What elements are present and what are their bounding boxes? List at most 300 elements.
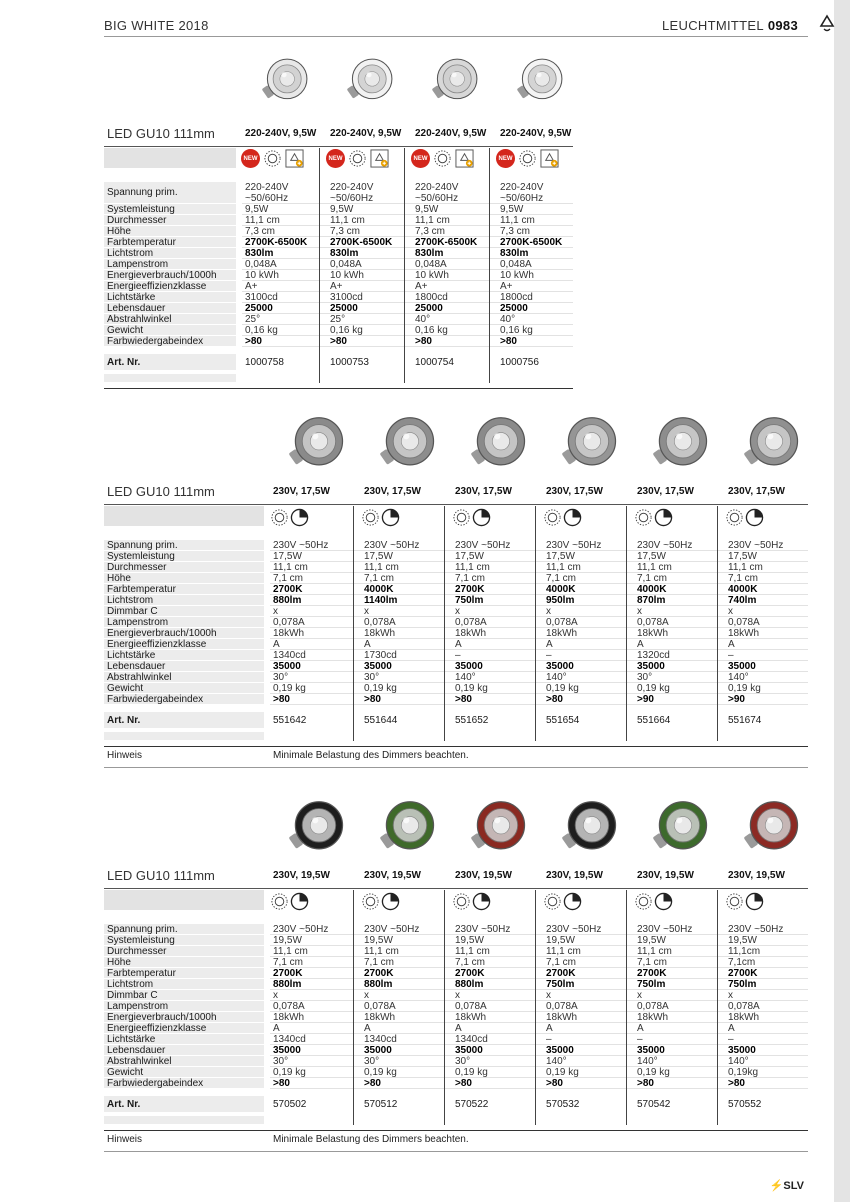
art-number: 570552 [728,1099,762,1110]
spec-value: 7,1cm [728,957,756,968]
dimmer-c-icon [381,892,400,911]
spec-value: 18kWh [364,628,396,639]
spec-value: 11,1 cm [637,562,672,573]
bulb-image [738,798,800,860]
spec-label: Dimmbar C [107,606,158,617]
spec-label: Lebensdauer [107,661,166,672]
art-number: 551644 [364,715,398,726]
spec-value: 35000 [637,661,665,672]
spec-value: 11,1 cm [500,215,535,226]
spec-value: 11,1 cm [415,215,450,226]
spec-value: 1340cd [364,1034,397,1045]
spec-label: Durchmesser [107,562,167,573]
bulb-image [512,56,564,108]
spec-value: 750lm [728,979,757,990]
voltage-header: 220-240V, 9,5W [415,128,487,139]
spec-value: >80 [415,336,432,347]
spec-value: 1320cd [637,650,670,661]
spec-value: x [637,990,642,1001]
side-strip [834,0,850,1202]
spec-value: 19,5W [546,935,575,946]
dim-icon [348,149,367,168]
spec-value: >80 [273,694,290,705]
spec-value: 40° [415,314,431,325]
dim-icon [452,892,471,911]
spec-label: Lebensdauer [107,1045,166,1056]
spec-value: 4000K [637,584,667,595]
spec-value: 18kWh [364,1012,396,1023]
spec-value: 230V ~50Hz [364,540,420,551]
spec-value: 1140lm [364,595,398,606]
spec-value: 230V ~50Hz [637,540,693,551]
dim-icon [452,508,471,527]
spec-value: 7,1 cm [637,957,668,968]
spec-value: 18kWh [273,1012,305,1023]
spec-value: 35000 [455,661,483,672]
bulb-image [342,56,394,108]
spec-value: 140° [728,1056,749,1067]
spec-value: 230V ~50Hz [364,924,420,935]
spec-value: 2700K-6500K [500,237,563,248]
art-number: 551642 [273,715,307,726]
bulb-image [465,414,527,476]
section-title: LED GU10 111mm [107,126,215,141]
art-number: 551664 [637,715,671,726]
spec-value: 11,1 cm [364,946,399,957]
voltage-header: 230V, 17,5W [273,486,330,497]
spec-value: – [546,650,552,661]
spec-value: 25000 [245,303,273,314]
spec-value: 7,1 cm [364,957,395,968]
spec-label: Lampenstrom [107,1001,169,1012]
spec-value: >80 [728,1078,745,1089]
spec-label: Lichtstrom [107,979,154,990]
spec-value: 230V ~50Hz [728,924,784,935]
spec-value: 0,048A [415,259,447,270]
spec-label: Durchmesser [107,215,167,226]
table-top-rule [104,504,808,505]
dim-icon [361,508,380,527]
spec-value: >80 [637,1078,654,1089]
bulb-image [647,414,709,476]
spec-value: 0,078A [546,617,578,628]
spec-value: 2700K [364,968,394,979]
spec-label: Lebensdauer [107,303,166,314]
spec-label: Gewicht [107,1067,144,1078]
spec-value: 7,1 cm [364,573,395,584]
spec-value: 4000K [364,584,394,595]
dimmer-c-icon [654,508,673,527]
bulb-image [427,56,479,108]
dimmer-c-icon [472,892,491,911]
spec-value: x [455,990,460,1001]
dimmer-c-icon [563,892,582,911]
dim-icon [270,892,289,911]
spec-value: x [546,606,551,617]
art-nr-label: Art. Nr. [107,1099,141,1110]
spec-value: 230V ~50Hz [546,540,602,551]
spec-value: 35000 [728,661,756,672]
spec-value: 830lm [245,248,274,259]
bulb-image [283,798,345,860]
dim-icon [543,508,562,527]
spec-value: >80 [245,336,262,347]
dim-icon [543,892,562,911]
spec-value: 1800cd [500,292,533,303]
spec-value: 230V ~50Hz [455,540,511,551]
spec-value: A [546,639,553,650]
bulb-image [556,414,618,476]
spec-value: A [728,639,735,650]
spec-value: 11,1cm [728,946,761,957]
spec-value: A [455,639,462,650]
spec-value: 11,1 cm [637,946,672,957]
spec-value: 19,5W [728,935,757,946]
spec-value: 7,1 cm [273,957,304,968]
column-separator [353,506,354,741]
dim-icon [518,149,537,168]
spec-label: Lichtstrom [107,595,154,606]
spec-label: Abstrahlwinkel [107,672,172,683]
lamp-plus-icon [455,149,474,168]
voltage-header: 230V, 19,5W [546,870,603,881]
spec-value: 18kWh [455,1012,487,1023]
spec-value: 18kWh [546,628,578,639]
dim-icon [634,508,653,527]
spec-value: 25000 [330,303,358,314]
spec-value: A+ [245,281,258,292]
spec-label: Höhe [107,573,131,584]
table-bottom-rule [104,388,573,389]
spec-value: 10 kWh [500,270,534,281]
spec-value: 3100cd [330,292,363,303]
spec-label: Energieverbrauch/1000h [107,628,217,639]
spec-label: Energieverbrauch/1000h [107,270,217,281]
spec-value: 220-240V ~50/60Hz [500,182,544,204]
spec-value: 11,1 cm [273,946,308,957]
column-separator [444,890,445,1125]
spec-value: >80 [455,1078,472,1089]
spec-label: Energieeffizienzklasse [107,639,207,650]
spec-value: 30° [637,672,653,683]
spec-value: 0,19kg [728,1067,759,1078]
spec-value: 11,1 cm [546,562,581,573]
spec-value: A [364,639,371,650]
spec-value: x [273,606,278,617]
spec-value: 740lm [728,595,757,606]
spec-value: 7,3 cm [330,226,361,237]
spec-label: Gewicht [107,325,144,336]
spec-value: 35000 [273,1045,301,1056]
hint-label: Hinweis [107,1134,143,1145]
dim-icon [263,149,282,168]
hint-rule [104,767,808,768]
spec-label: Lichtstrom [107,248,154,259]
column-separator [489,148,490,383]
spec-label: Farbwiedergabeindex [107,1078,204,1089]
spec-value: A+ [415,281,428,292]
spec-label: Höhe [107,226,131,237]
dimmer-c-icon [654,892,673,911]
spec-value: 18kWh [455,628,487,639]
page-number: 0983 [767,18,798,33]
spec-value: 17,5W [728,551,757,562]
dimmer-c-icon [472,508,491,527]
spec-value: 9,5W [330,204,354,215]
bulb-image [257,56,309,108]
spec-value: x [637,606,642,617]
dim-icon [361,892,380,911]
bulb-image [556,798,618,860]
spec-value: 19,5W [364,935,393,946]
spec-value: x [455,606,460,617]
spec-value: 140° [546,1056,567,1067]
spec-value: 220-240V ~50/60Hz [245,182,289,204]
art-number: 551652 [455,715,489,726]
hint-text: Minimale Belastung des Dimmers beachten. [273,750,469,761]
table-bottom-rule [104,1130,808,1131]
spec-value: 35000 [637,1045,665,1056]
voltage-header: 230V, 17,5W [546,486,603,497]
spec-value: 17,5W [546,551,575,562]
dim-icon [725,508,744,527]
dimmer-c-icon [563,508,582,527]
spec-value: 11,1 cm [546,946,581,957]
spec-value: 35000 [273,661,301,672]
spec-value: 18kWh [637,1012,669,1023]
voltage-header: 230V, 17,5W [364,486,421,497]
spec-label: Lampenstrom [107,617,169,628]
spec-value: – [728,650,734,661]
voltage-header: 230V, 17,5W [637,486,694,497]
spec-value: 230V ~50Hz [637,924,693,935]
art-number: 570512 [364,1099,398,1110]
spec-value: 18kWh [637,628,669,639]
spec-value: 0,16 kg [415,325,448,336]
spec-value: 2700K [455,584,485,595]
art-number: 1000754 [415,357,454,368]
spec-value: 2700K [455,968,485,979]
spec-value: 0,078A [637,617,669,628]
spec-value: 830lm [330,248,359,259]
spec-value: 750lm [546,979,575,990]
spec-value: 870lm [637,595,666,606]
spec-label: Systemleistung [107,935,175,946]
icon-band [104,506,264,526]
spec-value: 18kWh [728,1012,760,1023]
spec-value: 7,1 cm [455,573,486,584]
spec-value: 220-240V ~50/60Hz [330,182,374,204]
spec-value: 40° [500,314,516,325]
art-number: 570502 [273,1099,307,1110]
spec-value: 0,078A [455,1001,487,1012]
spec-value: 0,19 kg [273,1067,306,1078]
spec-value: 11,1 cm [273,562,308,573]
spec-value: 0,078A [546,1001,578,1012]
dimmer-c-icon [290,508,309,527]
spec-value: 0,19 kg [637,683,670,694]
spec-value: 30° [273,672,289,683]
new-badge-icon [411,149,430,168]
spec-label: Abstrahlwinkel [107,314,172,325]
spec-value: 880lm [273,595,302,606]
spec-value: 1340cd [273,1034,306,1045]
spec-label: Systemleistung [107,551,175,562]
spec-value: 0,16 kg [500,325,533,336]
bulb-image [283,414,345,476]
spec-value: 0,16 kg [245,325,278,336]
spec-value: 9,5W [245,204,269,215]
spec-value: >80 [330,336,347,347]
spec-value: 0,048A [330,259,362,270]
spec-value: 230V ~50Hz [273,924,329,935]
spec-value: x [273,990,278,1001]
spec-value: >80 [500,336,517,347]
spec-value: 0,078A [273,1001,305,1012]
spec-value: 0,19 kg [455,1067,488,1078]
icon-band [104,148,236,168]
lamp-plus-icon [370,149,389,168]
bulb-image [374,414,436,476]
bulb-image [647,798,709,860]
spec-value: A [637,639,644,650]
art-number: 570532 [546,1099,580,1110]
spec-value: 10 kWh [245,270,279,281]
spec-value: 10 kWh [330,270,364,281]
icon-band [104,890,264,910]
spec-value: 0,078A [637,1001,669,1012]
spec-value: 220-240V ~50/60Hz [415,182,459,204]
spec-value: 140° [455,672,476,683]
spec-value: 0,078A [455,617,487,628]
dim-icon [433,149,452,168]
spec-value: A [273,639,280,650]
spec-value: A [546,1023,553,1034]
spec-value: 880lm [455,979,484,990]
spec-value: 830lm [500,248,529,259]
art-number: 570542 [637,1099,671,1110]
spec-value: 2700K-6500K [330,237,393,248]
spec-value: 230V ~50Hz [455,924,511,935]
spec-value: 0,048A [500,259,532,270]
spec-value: – [637,1034,643,1045]
section-name: LEUCHTMITTEL [662,18,764,33]
spec-label: Spannung prim. [107,540,178,551]
spec-value: 750lm [637,979,666,990]
column-separator [626,506,627,741]
spec-value: >90 [637,694,654,705]
new-badge-label: NEW [243,155,258,162]
spec-value: 17,5W [637,551,666,562]
spec-value: 30° [273,1056,289,1067]
row-rule [242,346,573,347]
trailing-band [104,374,236,382]
spec-value: 7,3 cm [245,226,276,237]
art-number: 551654 [546,715,580,726]
bulb-image [465,798,527,860]
spec-value: >80 [546,1078,563,1089]
spec-value: 35000 [364,1045,392,1056]
spec-value: 25° [330,314,346,325]
spec-value: x [728,990,733,1001]
spec-label: Lampenstrom [107,259,169,270]
spec-value: 11,1 cm [245,215,280,226]
spec-value: A [455,1023,462,1034]
spec-value: 7,1 cm [273,573,304,584]
spec-value: 0,078A [364,617,396,628]
spec-value: A [273,1023,280,1034]
lamp-plus-icon [285,149,304,168]
column-separator [535,506,536,741]
spec-value: 7,1 cm [546,573,577,584]
bulb-image [374,798,436,860]
dimmer-c-icon [745,508,764,527]
voltage-header: 230V, 17,5W [455,486,512,497]
voltage-header: 230V, 17,5W [728,486,785,497]
spec-value: 18kWh [546,1012,578,1023]
dim-icon [270,508,289,527]
hint-rule [104,1151,808,1152]
spec-value: 0,078A [728,1001,760,1012]
spec-value: 35000 [364,661,392,672]
spec-label: Lichtstärke [107,650,156,661]
spec-value: 880lm [273,979,302,990]
spec-value: 2700K [273,584,303,595]
spec-value: 19,5W [273,935,302,946]
table-top-rule [104,146,573,147]
spec-label: Lichtstärke [107,1034,156,1045]
dimmer-c-icon [745,892,764,911]
spec-value: A+ [330,281,343,292]
hint-text: Minimale Belastung des Dimmers beachten. [273,1134,469,1145]
new-badge-label: NEW [413,155,428,162]
spec-value: 140° [637,1056,658,1067]
spec-label: Farbtemperatur [107,968,176,979]
spec-label: Höhe [107,957,131,968]
spec-value: 9,5W [415,204,439,215]
spec-value: 2700K [546,968,576,979]
spec-value: 18kWh [728,628,760,639]
spec-value: 7,1 cm [728,573,759,584]
new-badge-icon [241,149,260,168]
spec-value: 1730cd [364,650,397,661]
spec-value: 35000 [546,661,574,672]
art-nr-label: Art. Nr. [107,715,141,726]
spec-value: A+ [500,281,513,292]
spec-value: 17,5W [364,551,393,562]
spec-value: 0,078A [273,617,305,628]
spec-value: 0,19 kg [728,683,761,694]
spec-value: x [546,990,551,1001]
spec-value: 35000 [728,1045,756,1056]
spec-label: Farbwiedergabeindex [107,694,204,705]
spec-label: Farbtemperatur [107,584,176,595]
art-number: 551674 [728,715,762,726]
column-separator [626,890,627,1125]
dimmer-c-icon [381,508,400,527]
spec-value: 7,3 cm [500,226,531,237]
table-bottom-rule [104,746,808,747]
spec-value: 230V ~50Hz [728,540,784,551]
spec-label: Energieeffizienzklasse [107,1023,207,1034]
spec-value: 30° [364,1056,380,1067]
spec-value: 140° [546,672,567,683]
spec-value: 18kWh [273,628,305,639]
spec-value: 4000K [728,584,758,595]
dim-icon [634,892,653,911]
voltage-header: 220-240V, 9,5W [330,128,402,139]
column-separator [535,890,536,1125]
